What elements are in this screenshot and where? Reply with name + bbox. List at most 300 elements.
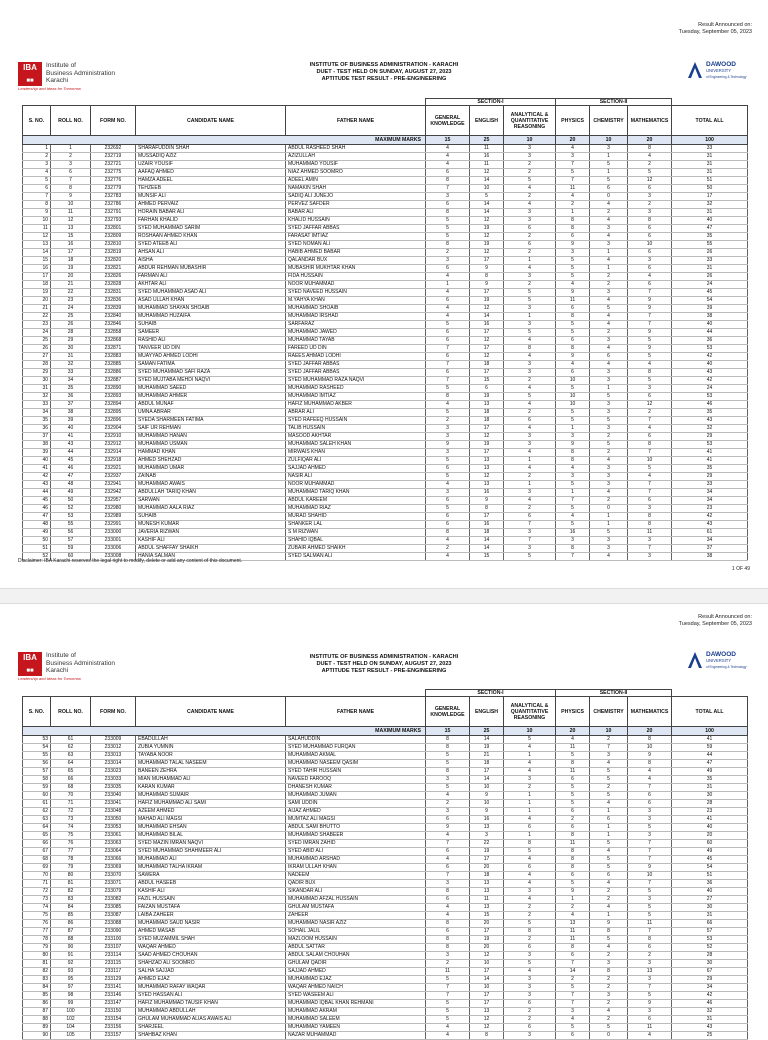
cell-aqr: 4 [504, 768, 556, 776]
cell-aqr: 2 [504, 409, 556, 417]
cell-mathematics: 3 [628, 1008, 672, 1016]
cell-chemistry: 4 [590, 760, 628, 768]
cell-sno: 15 [23, 257, 51, 265]
cell-roll-no: 10 [51, 201, 91, 209]
cell-mathematics: 4 [628, 1032, 672, 1040]
cell-candidate-name: MUHAMMAD ALI [136, 856, 286, 864]
max-general-knowledge: 15 [426, 136, 470, 145]
cell-form-no: 233157 [91, 1032, 136, 1040]
iba-logo-text [46, 652, 115, 675]
cell-form-no: 232791 [91, 209, 136, 217]
cell-chemistry: 3 [590, 465, 628, 473]
cell-chemistry: 2 [590, 1000, 628, 1008]
cell-sno: 53 [23, 736, 51, 744]
cell-physics: 8 [556, 313, 590, 321]
cell-physics: 2 [556, 976, 590, 984]
maximum-marks-label: MAXIMUM MARKS [23, 727, 426, 736]
cell-roll-no: 68 [51, 784, 91, 792]
cell-general-knowledge: 8 [426, 209, 470, 217]
cell-form-no: 233033 [91, 776, 136, 784]
cell-total: 40 [672, 321, 748, 329]
cell-general-knowledge: 7 [426, 377, 470, 385]
cell-roll-no: 100 [51, 1008, 91, 1016]
cell-sno: 78 [23, 936, 51, 944]
cell-sno: 30 [23, 377, 51, 385]
cell-chemistry: 5 [590, 768, 628, 776]
cell-candidate-name: SYED MUHAMMAD SARIM [136, 225, 286, 233]
cell-general-knowledge: 6 [426, 353, 470, 361]
cell-form-no: 232776 [91, 177, 136, 185]
cell-physics: 1 [556, 425, 590, 433]
col-roll-no: ROLL NO. [51, 106, 91, 136]
table-row [23, 425, 748, 433]
cell-sno: 54 [23, 744, 51, 752]
cell-form-no: 232826 [91, 273, 136, 281]
cell-aqr: 4 [504, 744, 556, 752]
cell-english: 12 [470, 473, 504, 481]
cell-total: 28 [672, 952, 748, 960]
table-row [23, 377, 748, 385]
cell-physics: 2 [556, 904, 590, 912]
cell-general-knowledge: 4 [426, 153, 470, 161]
cell-roll-no: 46 [51, 465, 91, 473]
cell-english: 11 [470, 161, 504, 169]
table-row [23, 976, 748, 984]
cell-father-name: MUBASHIR MUKHTAR KHAN [286, 265, 426, 273]
table-row [23, 928, 748, 936]
cell-form-no: 233013 [91, 752, 136, 760]
cell-total: 29 [672, 433, 748, 441]
cell-total: 53 [672, 441, 748, 449]
cell-physics: 5 [556, 417, 590, 425]
cell-chemistry: 3 [590, 409, 628, 417]
cell-form-no: 232957 [91, 497, 136, 505]
cell-father-name: M.YAHYA KHAN [286, 297, 426, 305]
maximum-marks-label: MAXIMUM MARKS [23, 136, 426, 145]
cell-total: 50 [672, 185, 748, 193]
cell-roll-no: 81 [51, 880, 91, 888]
cell-sno: 81 [23, 960, 51, 968]
table-row [23, 313, 748, 321]
cell-mathematics: 4 [628, 473, 672, 481]
cell-mathematics: 7 [628, 545, 672, 553]
cell-english: 18 [470, 361, 504, 369]
cell-father-name: SAJJAD AHMED [286, 968, 426, 976]
cell-english: 19 [470, 241, 504, 249]
cell-physics: 5 [556, 521, 590, 529]
cell-physics: 7 [556, 497, 590, 505]
cell-form-no: 232942 [91, 489, 136, 497]
cell-physics: 6 [556, 872, 590, 880]
cell-mathematics: 3 [628, 537, 672, 545]
cell-aqr: 1 [504, 481, 556, 489]
cell-mathematics: 7 [628, 417, 672, 425]
cell-aqr: 6 [504, 944, 556, 952]
cell-father-name: SYED WASEEM ALI [286, 992, 426, 1000]
cell-english: 14 [470, 976, 504, 984]
cell-english: 13 [470, 904, 504, 912]
cell-general-knowledge: 6 [426, 465, 470, 473]
table-row [23, 744, 748, 752]
cell-total: 41 [672, 457, 748, 465]
cell-roll-no: 52 [51, 505, 91, 513]
cell-form-no: 233156 [91, 1024, 136, 1032]
cell-aqr: 6 [504, 1024, 556, 1032]
cell-form-no: 232894 [91, 401, 136, 409]
cell-physics: 5 [556, 505, 590, 513]
cell-total: 55 [672, 241, 748, 249]
cell-form-no: 233087 [91, 912, 136, 920]
cell-father-name: SADIQ ALI JUNEJO [286, 193, 426, 201]
cell-general-knowledge: 6 [426, 265, 470, 273]
cell-total: 34 [672, 984, 748, 992]
dawood-logo [686, 60, 750, 84]
col-english: ENGLISH [470, 697, 504, 727]
cell-father-name: NAMAKIN SHAH [286, 185, 426, 193]
cell-sno: 71 [23, 880, 51, 888]
cell-physics: 8 [556, 848, 590, 856]
col-total-all: TOTAL ALL [672, 697, 748, 727]
cell-physics: 6 [556, 233, 590, 241]
cell-english: 16 [470, 489, 504, 497]
cell-aqr: 4 [504, 465, 556, 473]
cell-roll-no: 29 [51, 337, 91, 345]
cell-form-no: 232810 [91, 241, 136, 249]
cell-physics: 7 [556, 1000, 590, 1008]
cell-roll-no: 38 [51, 409, 91, 417]
cell-form-no: 232828 [91, 281, 136, 289]
cell-father-name: MAZLOOM HUSSAIN [286, 936, 426, 944]
cell-physics: 4 [556, 1016, 590, 1024]
cell-physics: 11 [556, 744, 590, 752]
cell-aqr: 8 [504, 345, 556, 353]
cell-roll-no: 59 [51, 545, 91, 553]
cell-sno: 18 [23, 281, 51, 289]
cell-father-name: ABDUL SATTAR [286, 944, 426, 952]
cell-candidate-name: MUNESH KUMAR [136, 521, 286, 529]
cell-english: 17 [470, 329, 504, 337]
cell-father-name: IKRAM ULLAH KHAN [286, 864, 426, 872]
table-row [23, 1032, 748, 1040]
header-line-2: DUET - TEST HELD ON SUNDAY, AUGUST 27, 2023 [316, 69, 452, 75]
cell-total: 66 [672, 920, 748, 928]
cell-form-no: 232801 [91, 225, 136, 233]
cell-chemistry: 5 [590, 177, 628, 185]
cell-aqr: 1 [504, 792, 556, 800]
cell-physics: 8 [556, 760, 590, 768]
cell-mathematics: 9 [628, 297, 672, 305]
cell-mathematics: 6 [628, 800, 672, 808]
cell-roll-no: 53 [51, 513, 91, 521]
cell-father-name: SALAHUDDIN [286, 736, 426, 744]
cell-chemistry: 2 [590, 984, 628, 992]
cell-mathematics: 5 [628, 904, 672, 912]
cell-sno: 35 [23, 417, 51, 425]
table-row [23, 233, 748, 241]
cell-form-no: 233014 [91, 760, 136, 768]
cell-total: 45 [672, 856, 748, 864]
cell-candidate-name: AHMED SHEHZAD [136, 457, 286, 465]
table-row [23, 345, 748, 353]
cell-candidate-name: MUHAMMAD TALHA IKRAM [136, 864, 286, 872]
table-row [23, 441, 748, 449]
document-header [200, 62, 568, 83]
cell-father-name: MIRWAIS KHAN [286, 449, 426, 457]
header-line-1: INSTITUTE OF BUSINESS ADMINISTRATION - KARACHI [309, 654, 459, 660]
cell-candidate-name: TANVEER UD DIN [136, 345, 286, 353]
cell-father-name: GHULAM MUSTAFA [286, 904, 426, 912]
cell-mathematics: 9 [628, 305, 672, 313]
cell-english: 19 [470, 441, 504, 449]
cell-aqr: 3 [504, 153, 556, 161]
cell-aqr: 4 [504, 401, 556, 409]
cell-father-name: SYED IMRAN ZAHID [286, 840, 426, 848]
cell-english: 3 [470, 832, 504, 840]
cell-total: 43 [672, 417, 748, 425]
cell-total: 59 [672, 744, 748, 752]
cell-sno: 14 [23, 249, 51, 257]
cell-english: 17 [470, 257, 504, 265]
cell-general-knowledge: 8 [426, 888, 470, 896]
cell-english: 5 [470, 193, 504, 201]
cell-chemistry: 3 [590, 377, 628, 385]
cell-physics: 1 [556, 896, 590, 904]
cell-mathematics: 6 [628, 281, 672, 289]
cell-chemistry: 2 [590, 281, 628, 289]
cell-aqr: 2 [504, 193, 556, 201]
cell-father-name: NADEEM [286, 872, 426, 880]
cell-mathematics: 8 [628, 736, 672, 744]
cell-roll-no: 43 [51, 441, 91, 449]
cell-aqr: 3 [504, 952, 556, 960]
cell-total: 31 [672, 784, 748, 792]
cell-roll-no: 9 [51, 193, 91, 201]
cell-form-no: 232886 [91, 369, 136, 377]
cell-form-no: 232779 [91, 185, 136, 193]
table-row [23, 465, 748, 473]
table-row [23, 225, 748, 233]
cell-mathematics: 8 [628, 217, 672, 225]
cell-total: 33 [672, 481, 748, 489]
cell-form-no: 232895 [91, 409, 136, 417]
cell-father-name: SYED JAFFAR ABBAS [286, 225, 426, 233]
cell-father-name: ABDUL RASHEED SHAH [286, 145, 426, 153]
table-row [23, 209, 748, 217]
cell-father-name: MUHAMMAD SALEH KHAN [286, 441, 426, 449]
cell-mathematics: 6 [628, 249, 672, 257]
cell-father-name: NOOR MUHAMMAD [286, 281, 426, 289]
cell-candidate-name: HANIA SALMAN [136, 553, 286, 561]
cell-mathematics: 10 [628, 872, 672, 880]
cell-english: 15 [470, 553, 504, 561]
cell-roll-no: 17 [51, 249, 91, 257]
table-row [23, 281, 748, 289]
cell-candidate-name: SAIF UR REHMAN [136, 425, 286, 433]
cell-mathematics: 10 [628, 457, 672, 465]
cell-mathematics: 3 [628, 385, 672, 393]
cell-chemistry: 4 [590, 257, 628, 265]
cell-mathematics: 11 [628, 920, 672, 928]
cell-physics: 9 [556, 441, 590, 449]
cell-aqr: 3 [504, 976, 556, 984]
cell-english: 10 [470, 800, 504, 808]
cell-father-name: NAZAR MUHAMMAD [286, 1032, 426, 1040]
cell-physics: 8 [556, 864, 590, 872]
cell-candidate-name: JAVERIA RIZWAN [136, 529, 286, 537]
cell-roll-no: 85 [51, 912, 91, 920]
col-sno: S. NO. [23, 106, 51, 136]
cell-chemistry: 5 [590, 1024, 628, 1032]
cell-english: 10 [470, 185, 504, 193]
cell-aqr: 3 [504, 361, 556, 369]
cell-form-no: 232868 [91, 337, 136, 345]
cell-roll-no: 39 [51, 417, 91, 425]
cell-father-name: SYED TAHIR HUSSAIN [286, 768, 426, 776]
cell-chemistry: 3 [590, 545, 628, 553]
table-row [23, 385, 748, 393]
cell-father-name: MUHAMMAD SALEEM [286, 1016, 426, 1024]
table-row [23, 161, 748, 169]
cell-total: 30 [672, 904, 748, 912]
cell-chemistry: 3 [590, 145, 628, 153]
cell-father-name: MUHAMMAD SHOAIB [286, 305, 426, 313]
cell-general-knowledge: 8 [426, 177, 470, 185]
cell-mathematics: 3 [628, 257, 672, 265]
cell-father-name: NIAZ AHMED SOOMRO [286, 169, 426, 177]
cell-sno: 87 [23, 1008, 51, 1016]
cell-candidate-name: MUHAMMAD SHAYAN SHOAIB [136, 305, 286, 313]
cell-physics: 3 [556, 1008, 590, 1016]
cell-english: 19 [470, 225, 504, 233]
cell-total: 53 [672, 936, 748, 944]
cell-sno: 34 [23, 409, 51, 417]
cell-general-knowledge: 6 [426, 497, 470, 505]
cell-chemistry: 4 [590, 297, 628, 305]
cell-general-knowledge: 7 [426, 984, 470, 992]
cell-english: 13 [470, 1008, 504, 1016]
cell-sno: 33 [23, 401, 51, 409]
cell-chemistry: 8 [590, 928, 628, 936]
cell-sno: 51 [23, 545, 51, 553]
cell-total: 30 [672, 792, 748, 800]
table-row [23, 960, 748, 968]
cell-candidate-name: FARMAN ALI [136, 273, 286, 281]
section-1-header: SECTION-I [426, 690, 556, 697]
cell-candidate-name: AAFAQ AHMED [136, 169, 286, 177]
cell-sno: 11 [23, 225, 51, 233]
cell-chemistry: 3 [590, 241, 628, 249]
cell-mathematics: 7 [628, 321, 672, 329]
cell-english: 19 [470, 848, 504, 856]
cell-chemistry: 3 [590, 473, 628, 481]
cell-total: 51 [672, 872, 748, 880]
cell-aqr: 5 [504, 848, 556, 856]
cell-aqr: 3 [504, 321, 556, 329]
cell-general-knowledge: 6 [426, 201, 470, 209]
cell-father-name: FAREED UD DIN [286, 345, 426, 353]
cell-total: 29 [672, 473, 748, 481]
cell-english: 22 [470, 840, 504, 848]
table-row [23, 752, 748, 760]
table-row [23, 896, 748, 904]
cell-physics: 3 [556, 473, 590, 481]
cell-chemistry: 6 [590, 185, 628, 193]
cell-total: 32 [672, 425, 748, 433]
cell-english: 9 [470, 265, 504, 273]
cell-father-name: SYED NAVEED HUSSAIN [286, 289, 426, 297]
maximum-marks-row [23, 136, 748, 145]
cell-english: 17 [470, 425, 504, 433]
cell-mathematics: 3 [628, 505, 672, 513]
cell-mathematics: 2 [628, 952, 672, 960]
cell-general-knowledge: 4 [426, 481, 470, 489]
cell-english: 18 [470, 760, 504, 768]
cell-chemistry: 1 [590, 824, 628, 832]
table-row [23, 457, 748, 465]
cell-candidate-name: FAIZAN MUSTAFA [136, 904, 286, 912]
cell-sno: 56 [23, 760, 51, 768]
cell-physics: 8 [556, 457, 590, 465]
cell-roll-no: 26 [51, 321, 91, 329]
cell-roll-no: 79 [51, 864, 91, 872]
cell-candidate-name: MUHAMMAD HUZAIFA [136, 313, 286, 321]
cell-father-name: WAQAR AHMED NAICH [286, 984, 426, 992]
cell-general-knowledge: 6 [426, 928, 470, 936]
cell-sno: 83 [23, 976, 51, 984]
cell-physics: 8 [556, 944, 590, 952]
cell-candidate-name: TEHZEEB [136, 185, 286, 193]
max-aqr: 10 [504, 136, 556, 145]
cell-father-name: ZUBAIR AHMED SHAIKH [286, 545, 426, 553]
cell-mathematics: 7 [628, 313, 672, 321]
col-form-no: FORM NO. [91, 106, 136, 136]
cell-candidate-name: SAMEER [136, 329, 286, 337]
cell-total: 42 [672, 377, 748, 385]
cell-sno: 27 [23, 353, 51, 361]
cell-roll-no: 95 [51, 976, 91, 984]
cell-roll-no: 24 [51, 305, 91, 313]
cell-father-name: ABDUL SAMI BHUTTO [286, 824, 426, 832]
cell-aqr: 3 [504, 273, 556, 281]
cell-aqr: 2 [504, 1008, 556, 1016]
cell-candidate-name: ABDULLAH TARIQ KHAN [136, 489, 286, 497]
cell-mathematics: 3 [628, 816, 672, 824]
table-row [23, 864, 748, 872]
cell-father-name: MUHAMMAD AFZAL HUSSAIN [286, 896, 426, 904]
cell-total: 44 [672, 752, 748, 760]
cell-aqr: 3 [504, 984, 556, 992]
cell-physics: 5 [556, 792, 590, 800]
section-2-header: SECTION-II [556, 99, 672, 106]
cell-general-knowledge: 5 [426, 233, 470, 241]
cell-aqr: 6 [504, 824, 556, 832]
cell-aqr: 3 [504, 209, 556, 217]
cell-roll-no: 70 [51, 792, 91, 800]
cell-roll-no: 28 [51, 329, 91, 337]
cell-candidate-name: LAIBA ZAHEER [136, 912, 286, 920]
cell-general-knowledge: 7 [426, 185, 470, 193]
cell-aqr: 2 [504, 169, 556, 177]
cell-father-name: MUHAMMAD IRSHAD [286, 313, 426, 321]
cell-aqr: 7 [504, 521, 556, 529]
cell-total: 37 [672, 545, 748, 553]
table-row [23, 417, 748, 425]
cell-form-no: 233040 [91, 792, 136, 800]
cell-father-name: ABRAR ALI [286, 409, 426, 417]
cell-general-knowledge: 6 [426, 513, 470, 521]
cell-form-no: 233079 [91, 888, 136, 896]
cell-form-no: 232871 [91, 345, 136, 353]
